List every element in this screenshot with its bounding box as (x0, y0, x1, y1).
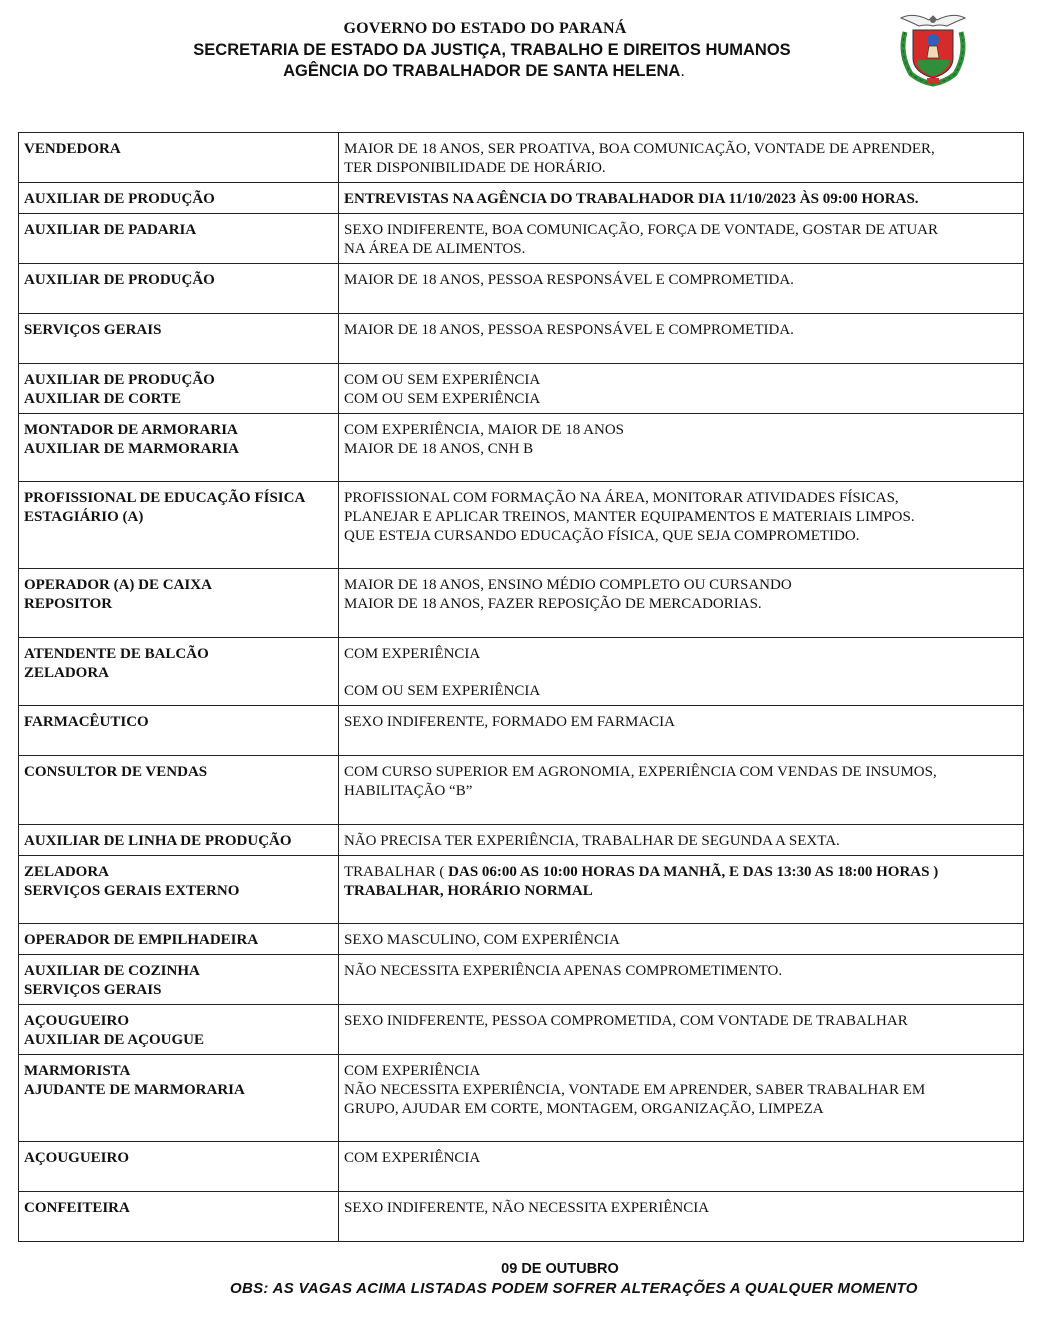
requirements-cell: COM EXPERIÊNCIA (339, 1142, 1024, 1192)
footer-date: 09 DE OUTUBRO (501, 1261, 619, 1277)
table-row (19, 264, 1024, 314)
table-row (19, 133, 1024, 183)
requirements-cell: COM EXPERIÊNCIA, MAIOR DE 18 ANOS MAIOR DE 18 ANOS, CNH B (339, 414, 1024, 482)
table-row (19, 1005, 1024, 1055)
table-row (19, 638, 1024, 706)
table-row (19, 414, 1024, 482)
job-title-cell: FARMACÊUTICO (19, 706, 339, 756)
requirements-cell: SEXO INDIFERENTE, BOA COMUNICAÇÃO, FORÇA DE VONTADE, GOSTAR DE ATUAR NA ÁREA DE ALIMENTOS. (339, 214, 1024, 264)
table-row (19, 756, 1024, 825)
schedule-hours: DAS 06:00 AS 10:00 HORAS DA MANHÃ, E DAS 13:30 AS 18:00 HORAS ) (448, 864, 939, 880)
job-title-cell: MONTADOR DE ARMORARIA AUXILIAR DE MARMORARIA (19, 414, 339, 482)
table-row (19, 364, 1024, 414)
requirements-cell: SEXO INDIFERENTE, FORMADO EM FARMACIA (339, 706, 1024, 756)
job-title-cell: ATENDENTE DE BALCÃO ZELADORA (19, 638, 339, 706)
job-title-cell: CONSULTOR DE VENDAS (19, 756, 339, 825)
table-row (19, 1192, 1024, 1242)
table-row (19, 1055, 1024, 1142)
requirements-cell: MAIOR DE 18 ANOS, PESSOA RESPONSÁVEL E COMPROMETIDA. (339, 264, 1024, 314)
requirements-cell: COM EXPERIÊNCIA NÃO NECESSITA EXPERIÊNCIA, VONTADE EM APRENDER, SABER TRABALHAR EM GRUPO, AJUDAR EM CORTE, MONTAGEM, ORGANIZAÇÃO, LIMPEZA (339, 1055, 1024, 1142)
table-row (19, 214, 1024, 264)
requirements-cell: COM OU SEM EXPERIÊNCIA COM OU SEM EXPERIÊNCIA (339, 364, 1024, 414)
header-agency-period: . (680, 62, 685, 80)
job-title-cell: AUXILIAR DE PADARIA (19, 214, 339, 264)
job-title-cell: PROFISSIONAL DE EDUCAÇÃO FÍSICA ESTAGIÁRIO (A) (19, 482, 339, 569)
job-title-cell: AÇOUGUEIRO AUXILIAR DE AÇOUGUE (19, 1005, 339, 1055)
header-government: GOVERNO DO ESTADO DO PARANÁ (343, 20, 627, 37)
requirements-cell: SEXO INDIFERENTE, NÃO NECESSITA EXPERIÊNCIA (339, 1192, 1024, 1242)
footer-observation: OBS: AS VAGAS ACIMA LISTADAS PODEM SOFRER ALTERAÇÕES A QUALQUER MOMENTO (230, 1280, 918, 1297)
job-title-cell: SERVIÇOS GERAIS (19, 314, 339, 364)
table-row (19, 924, 1024, 955)
table-row (19, 314, 1024, 364)
table-row (19, 955, 1024, 1005)
job-title-cell: ZELADORA SERVIÇOS GERAIS EXTERNO (19, 856, 339, 924)
requirements-cell: NÃO PRECISA TER EXPERIÊNCIA, TRABALHAR DE SEGUNDA A SEXTA. (339, 825, 1024, 856)
table-row (19, 825, 1024, 856)
table-row (19, 1142, 1024, 1192)
job-title-cell: OPERADOR DE EMPILHADEIRA (19, 924, 339, 955)
header-secretariat: SECRETARIA DE ESTADO DA JUSTIÇA, TRABALHO E DIREITOS HUMANOS (193, 41, 791, 59)
header-agency-name: AGÊNCIA DO TRABALHADOR DE SANTA HELENA (283, 62, 681, 80)
requirements-cell: SEXO INIDFERENTE, PESSOA COMPROMETIDA, COM VONTADE DE TRABALHAR (339, 1005, 1024, 1055)
schedule-prefix: TRABALHAR ( (344, 864, 449, 880)
table-row (19, 706, 1024, 756)
table-row (19, 569, 1024, 638)
document-header (0, 0, 1048, 120)
requirements-cell: TRABALHAR ( DAS 06:00 AS 10:00 HORAS DA MANHÃ, E DAS 13:30 AS 18:00 HORAS ) TRABALHAR, HORÁRIO NORMAL (339, 856, 1024, 924)
parana-coat-of-arms-icon (893, 10, 973, 88)
requirements-cell: MAIOR DE 18 ANOS, SER PROATIVA, BOA COMUNICAÇÃO, VONTADE DE APRENDER, TER DISPONIBILIDADE DE HORÁRIO. (339, 133, 1024, 183)
table-row (19, 482, 1024, 569)
table-row (19, 183, 1024, 214)
job-title-cell: AUXILIAR DE LINHA DE PRODUÇÃO (19, 825, 339, 856)
job-title-cell: AUXILIAR DE COZINHA SERVIÇOS GERAIS (19, 955, 339, 1005)
requirements-cell: NÃO NECESSITA EXPERIÊNCIA APENAS COMPROMETIMENTO. (339, 955, 1024, 1005)
job-title-cell: AUXILIAR DE PRODUÇÃO (19, 264, 339, 314)
job-vacancies-table (18, 132, 1024, 1242)
requirements-cell: PROFISSIONAL COM FORMAÇÃO NA ÁREA, MONITORAR ATIVIDADES FÍSICAS, PLANEJAR E APLICAR TREINOS, MANTER EQUIPAMENTOS E MATERIAIS LIMPOS. QUE ESTEJA CURSANDO EDUCAÇÃO FÍSICA, QUE SEJA COMPROMETIDO. (339, 482, 1024, 569)
requirements-cell: SEXO MASCULINO, COM EXPERIÊNCIA (339, 924, 1024, 955)
job-title-cell: AÇOUGUEIRO (19, 1142, 339, 1192)
job-title-cell: AUXILIAR DE PRODUÇÃO (19, 183, 339, 214)
requirements-cell: ENTREVISTAS NA AGÊNCIA DO TRABALHADOR DIA 11/10/2023 ÀS 09:00 HORAS. (339, 183, 1024, 214)
job-title-cell: MARMORISTA AJUDANTE DE MARMORARIA (19, 1055, 339, 1142)
requirements-cell: COM CURSO SUPERIOR EM AGRONOMIA, EXPERIÊNCIA COM VENDAS DE INSUMOS, HABILITAÇÃO “B” (339, 756, 1024, 825)
requirements-cell: MAIOR DE 18 ANOS, ENSINO MÉDIO COMPLETO OU CURSANDO MAIOR DE 18 ANOS, FAZER REPOSIÇÃO DE MERCADORIAS. (339, 569, 1024, 638)
table-row (19, 856, 1024, 924)
job-title-cell: AUXILIAR DE PRODUÇÃO AUXILIAR DE CORTE (19, 364, 339, 414)
job-title-cell: CONFEITEIRA (19, 1192, 339, 1242)
job-title-cell: VENDEDORA (19, 133, 339, 183)
header-agency (0, 62, 968, 81)
job-title-cell: OPERADOR (A) DE CAIXA REPOSITOR (19, 569, 339, 638)
requirements-cell: MAIOR DE 18 ANOS, PESSOA RESPONSÁVEL E COMPROMETIDA. (339, 314, 1024, 364)
requirements-cell: COM EXPERIÊNCIA COM OU SEM EXPERIÊNCIA (339, 638, 1024, 706)
